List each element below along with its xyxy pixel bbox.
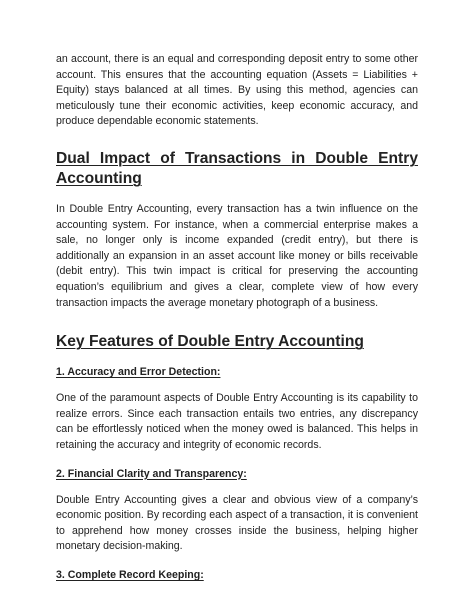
spacer	[56, 555, 418, 568]
feature-2-paragraph: Double Entry Accounting gives a clear and obvious view of a company’s economic position. By recording each aspect of a transaction, it is convenient to apprehend how money crosses inside the business, helping higher monetary decision-making.	[56, 493, 418, 553]
dual-impact-heading: Dual Impact of Transactions in Double Entry Accounting	[56, 149, 418, 187]
spacer	[56, 379, 418, 391]
dual-impact-paragraph: In Double Entry Accounting, every transaction has a twin influence on the accounting system. For instance, when a commercial enterprise makes a sale, no longer only is income expanded (credit entry), but there is additionally an expansion in an asset account like money or bills receivable (debit entry). This twin impact is critical for preserving the accounting equation’s equilibrium and gives a clear, complete view of how every transaction impacts the average monetary photograph of a business.	[56, 202, 418, 309]
key-features-heading: Key Features of Double Entry Accounting	[56, 333, 364, 351]
feature-1-paragraph: One of the paramount aspects of Double Entry Accounting is its capability to realize errors. Since each transaction entails two entries, any discrepancy can be effortlessly noticed when the money owed is balanced. This helps in retaining the accuracy and integrity of economic records.	[56, 392, 418, 451]
feature-3-title: 3. Complete Record Keeping:	[56, 568, 204, 581]
spacer	[56, 481, 418, 493]
spacer	[56, 130, 418, 149]
document-page	[56, 52, 418, 582]
feature-1-title: 1. Accuracy and Error Detection:	[56, 366, 221, 379]
spacer	[56, 311, 418, 332]
intro-paragraph: an account, there is an equal and corresponding deposit entry to some other account. This ensures that the accounting equation (Assets = Liabilities + Equity) stays balanced at all times. By using this method, agencies can meticulously tune their economic activities, keep economic accuracy, and produce dependable economic statements.	[56, 53, 418, 128]
spacer	[56, 189, 418, 202]
spacer	[56, 352, 418, 365]
feature-2-title: 2. Financial Clarity and Transparency:	[56, 467, 247, 480]
spacer	[56, 454, 418, 467]
